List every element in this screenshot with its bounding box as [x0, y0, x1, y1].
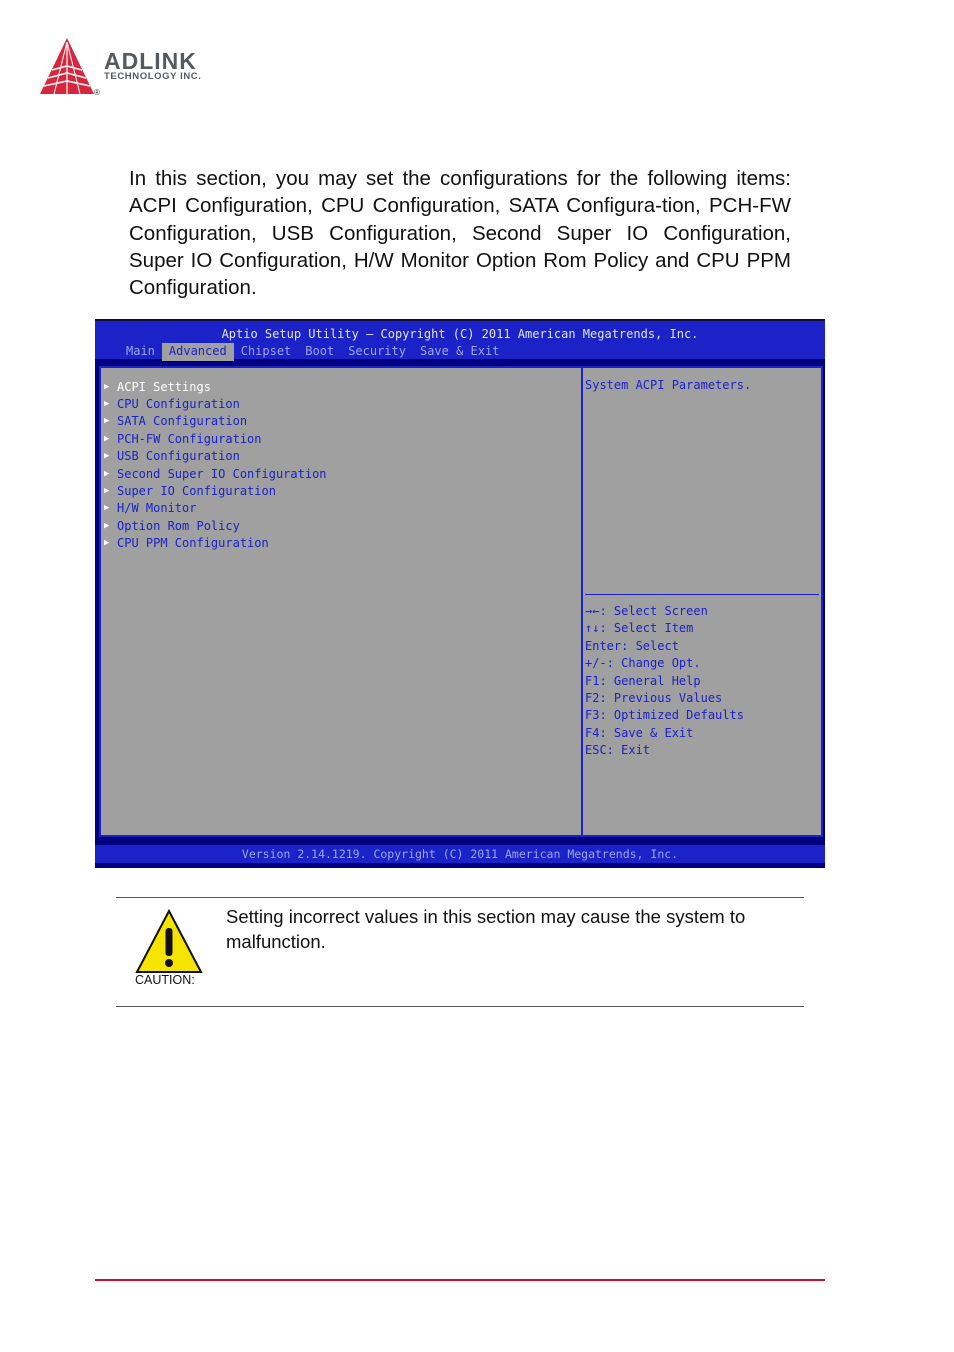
bios-title: Aptio Setup Utility – Copyright (C) 2011 American Megatrends, Inc.	[221, 327, 699, 341]
bios-divider	[581, 368, 583, 835]
bios-key-hint: Enter: Select	[585, 638, 679, 653]
bios-key-hint: +/-: Change Opt.	[585, 656, 701, 671]
submenu-arrow-icon: ▶	[104, 503, 110, 514]
bios-tab-main[interactable]: Main	[126, 344, 155, 358]
submenu-arrow-icon: ▶	[104, 381, 110, 392]
footer-rule	[95, 1279, 825, 1281]
bios-key-hint: ↑↓: Select Item	[585, 621, 694, 636]
bios-menu-item[interactable]	[104, 448, 327, 465]
bios-menu-item[interactable]	[104, 482, 327, 499]
caution-box	[116, 897, 804, 1007]
bios-tab-boot[interactable]: Boot	[305, 344, 335, 358]
submenu-arrow-icon: ▶	[104, 520, 110, 531]
adlink-triangle-icon	[38, 36, 102, 98]
bios-key-hint: F1: General Help	[585, 673, 701, 688]
bios-menu-list	[104, 378, 327, 552]
bios-key-legend	[585, 604, 744, 761]
submenu-arrow-icon: ▶	[104, 399, 110, 410]
caution-warning-icon	[134, 908, 204, 974]
logo-name: ADLINK	[104, 48, 197, 74]
bios-menu-item[interactable]	[104, 413, 327, 430]
bios-tab-advanced[interactable]: Advanced	[162, 343, 234, 361]
bios-version: Version 2.14.1219. Copyright (C) 2011 American Megatrends, Inc.	[241, 847, 679, 861]
bios-menu-item[interactable]	[104, 535, 327, 552]
bios-menu-item[interactable]	[104, 465, 327, 482]
bios-key-hint: F3: Optimized Defaults	[585, 708, 744, 723]
submenu-arrow-icon: ▶	[104, 451, 110, 462]
bios-menu-item-label: ACPI Settings	[117, 379, 211, 394]
bios-menu-item[interactable]	[104, 395, 327, 412]
bios-tab-chipset[interactable]: Chipset	[240, 344, 292, 358]
bios-key-hint: F2: Previous Values	[585, 690, 723, 705]
bios-key-hint: F4: Save & Exit	[585, 725, 694, 740]
logo-registered-mark: ®	[94, 88, 100, 97]
bios-tab-save-exit[interactable]: Save & Exit	[419, 344, 500, 358]
bios-help-text: System ACPI Parameters.	[585, 378, 752, 392]
bios-menu-item-label: CPU Configuration	[117, 397, 240, 412]
bios-tab-bar	[119, 343, 506, 361]
bios-menu-item-label: Option Rom Policy	[117, 518, 240, 533]
submenu-arrow-icon: ▶	[104, 416, 110, 427]
bios-menu-item[interactable]	[104, 378, 327, 395]
bios-menu-item[interactable]	[104, 517, 327, 534]
bios-menu-item[interactable]	[104, 500, 327, 517]
bios-footer	[95, 845, 825, 863]
bios-screen	[95, 319, 825, 868]
caution-text: Setting incorrect values in this section may cause the system to malfunction.	[226, 906, 746, 952]
caution-label: CAUTION:	[135, 973, 195, 987]
bios-key-hint: →←: Select Screen	[585, 604, 708, 618]
adlink-logo	[38, 36, 238, 100]
submenu-arrow-icon: ▶	[104, 433, 110, 444]
bios-menu-item-label: PCH-FW Configuration	[117, 431, 262, 446]
bios-tab-security[interactable]: Security	[348, 344, 406, 358]
bios-menu-item[interactable]	[104, 430, 327, 447]
logo-tagline: TECHNOLOGY INC.	[104, 71, 202, 82]
bios-menu-item-label: CPU PPM Configuration	[117, 536, 269, 551]
bios-body	[99, 366, 823, 837]
bios-menu-item-label: H/W Monitor	[117, 501, 197, 516]
submenu-arrow-icon: ▶	[104, 486, 110, 497]
bios-menu-item-label: SATA Configuration	[117, 414, 248, 429]
submenu-arrow-icon: ▶	[104, 468, 110, 479]
submenu-arrow-icon: ▶	[104, 538, 110, 549]
bios-header	[95, 319, 825, 359]
bios-menu-item-label: Super IO Configuration	[117, 484, 276, 499]
bios-menu-item-label: Second Super IO Configuration	[117, 466, 327, 481]
bios-menu-item-label: USB Configuration	[117, 449, 240, 464]
bios-key-hint: ESC: Exit	[585, 743, 651, 758]
bios-help-separator	[585, 594, 819, 595]
intro-paragraph: In this section, you may set the configurations for the following items: ACPI Configuration, CPU Configuration, SATA Configura-tion, PCH-FW Configuration, USB Configuration, Second Super IO Configuration, Super IO Configuration, H/W Monitor Option Rom Policy and CPU PPM Configuration.	[129, 167, 791, 300]
